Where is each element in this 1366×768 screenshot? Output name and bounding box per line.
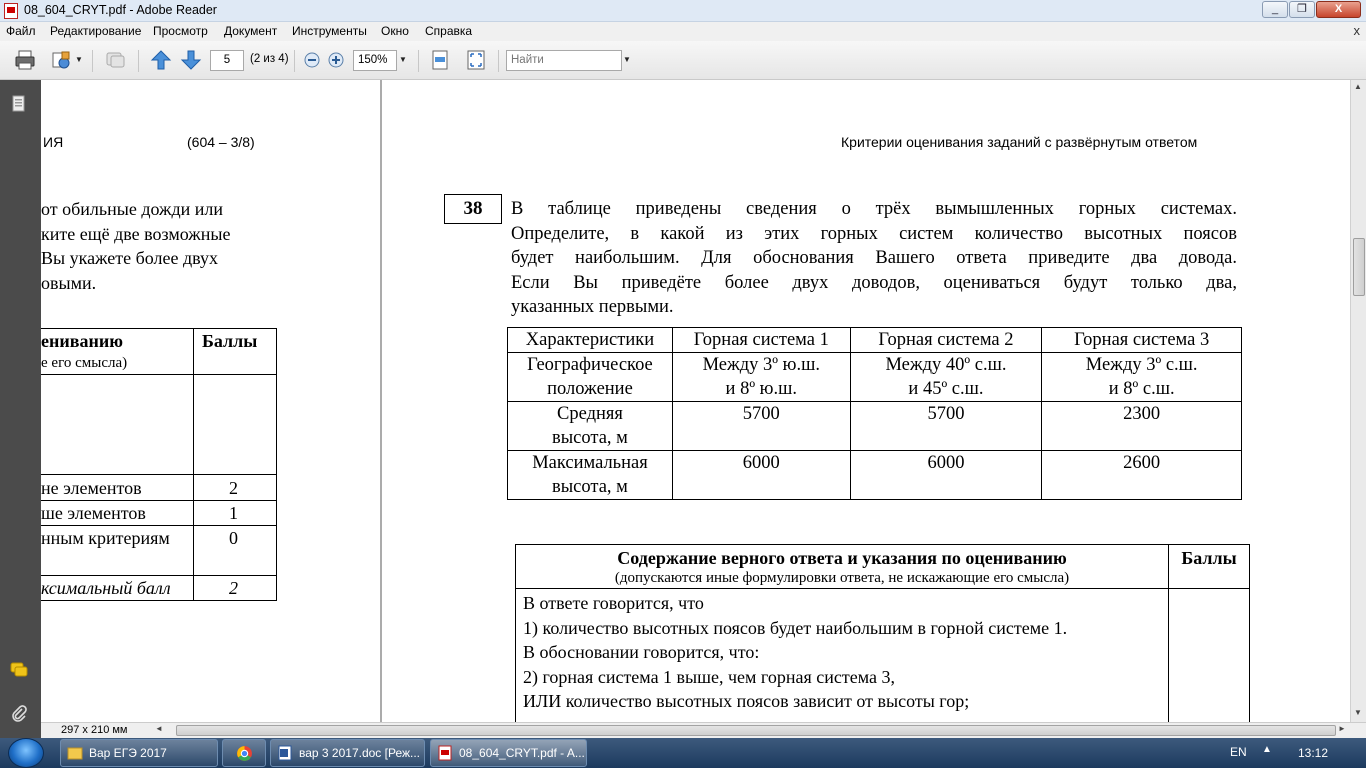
- table-cell: 5700: [850, 402, 1042, 451]
- language-indicator[interactable]: EN: [1230, 745, 1247, 759]
- text-line: овыми.: [41, 273, 97, 293]
- search-dropdown-icon[interactable]: ▼: [623, 55, 631, 64]
- table-cell: Между 3º ю.ш. и 8º ю.ш.: [672, 353, 850, 402]
- toolbar-separator: [498, 50, 499, 72]
- comment-disabled-icon: [104, 49, 126, 71]
- scroll-up-arrow-icon[interactable]: ▲: [1354, 82, 1362, 91]
- print-icon[interactable]: [14, 49, 36, 71]
- folder-icon: [67, 745, 83, 761]
- answer-points-cell: [1169, 589, 1250, 723]
- toolbar-separator: [418, 50, 419, 72]
- points-header-cell: Баллы: [1169, 545, 1250, 589]
- toolbar-separator: [92, 50, 93, 72]
- pdf-app-icon: [4, 3, 18, 19]
- zoom-dropdown-icon[interactable]: ▼: [399, 55, 407, 64]
- taskbar-folder-button[interactable]: Вар ЕГЭ 2017: [60, 739, 218, 767]
- toolbar-separator: [138, 50, 139, 72]
- comments-icon[interactable]: [9, 660, 29, 680]
- criteria-table-points-column: [193, 328, 277, 601]
- answer-line: В ответе говорится, что: [523, 593, 704, 613]
- share-dropdown-icon[interactable]: ▼: [75, 55, 83, 64]
- criteria-row-points: 2: [229, 478, 238, 498]
- page-size-label: 297 x 210 мм: [61, 724, 128, 736]
- word-document-icon: [277, 745, 293, 761]
- taskbar-word-button[interactable]: вар 3 2017.doc [Реж...: [270, 739, 425, 767]
- scroll-right-arrow-icon[interactable]: ►: [1338, 724, 1346, 733]
- window-title: 08_604_CRYT.pdf - Adobe Reader: [24, 3, 217, 17]
- table-row: [516, 589, 1250, 723]
- table-header-cell: Горная система 3: [1042, 328, 1242, 353]
- toolbar-separator: [294, 50, 295, 72]
- navigation-panel: [0, 80, 41, 738]
- page-header-left: ИЯ: [43, 134, 64, 150]
- task-line: В таблице приведены сведения о трёх вымышленных горных системах.: [511, 199, 1237, 219]
- status-bar: [41, 722, 1366, 738]
- table-cell: Между 40º с.ш. и 45º с.ш.: [850, 353, 1042, 402]
- document-close-icon[interactable]: x: [1353, 23, 1360, 38]
- menu-bar: [0, 22, 1366, 41]
- criteria-row-text: не элементов: [41, 478, 142, 498]
- vertical-scrollbar[interactable]: [1350, 80, 1366, 722]
- zoom-level-field[interactable]: 150%: [353, 50, 397, 71]
- answer-criteria-table: [515, 544, 1250, 722]
- zoom-out-icon[interactable]: [301, 49, 323, 71]
- row-label: Средняя высота, м: [508, 402, 673, 451]
- criteria-row-points: 1: [229, 503, 238, 523]
- task-line: Если Вы приведёте более двух доводов, оцениваться будут только два,: [511, 272, 1237, 293]
- text-line: от обильные дожди или: [41, 199, 224, 219]
- table-cell: 6000: [672, 451, 850, 500]
- answer-header-cell: [516, 545, 1169, 589]
- scroll-down-arrow-icon[interactable]: ▼: [1354, 708, 1362, 717]
- taskbar-chrome-button[interactable]: [222, 739, 266, 767]
- menu-edit[interactable]: Редактирование: [50, 24, 142, 38]
- text-line: Вы укажете более двух: [41, 248, 219, 268]
- zoom-in-icon[interactable]: [325, 49, 347, 71]
- attachments-icon[interactable]: [9, 704, 29, 724]
- menu-view[interactable]: Просмотр: [153, 24, 208, 38]
- criteria-row-text: ше элементов: [41, 503, 146, 523]
- mountain-systems-table: [507, 327, 1242, 500]
- toolbar: [0, 41, 1366, 80]
- vertical-scroll-thumb[interactable]: [1353, 238, 1365, 296]
- table-header-cell: Горная система 2: [850, 328, 1042, 353]
- page-header-code: (604 – 3/8): [187, 134, 255, 150]
- close-button[interactable]: X: [1316, 1, 1361, 18]
- table-divider: [41, 525, 277, 526]
- max-score-value: 2: [229, 578, 238, 598]
- table-row: [508, 353, 1242, 402]
- criteria-row-text: нным критериям: [41, 528, 170, 548]
- table-header-row: [508, 328, 1242, 353]
- fit-width-icon[interactable]: [429, 49, 451, 71]
- menu-file[interactable]: Файл: [6, 24, 36, 38]
- menu-tools[interactable]: Инструменты: [292, 24, 367, 38]
- answer-line: 2) горная система 1 выше, чем горная система 3,: [523, 666, 895, 687]
- pdf-page-right: [382, 80, 1350, 722]
- fit-page-icon[interactable]: [465, 49, 487, 71]
- page-number-input[interactable]: 5: [210, 50, 244, 71]
- next-page-icon[interactable]: [180, 49, 202, 71]
- criteria-header: ениванию: [41, 331, 123, 351]
- page-header-title: Критерии оценивания заданий с развёрнутым ответом: [841, 134, 1198, 150]
- table-header-cell: Горная система 1: [672, 328, 850, 353]
- table-divider: [41, 500, 277, 501]
- task-line: Определите, в какой из этих горных систем количество высотных поясов: [511, 223, 1237, 244]
- task-statement: [511, 197, 1237, 320]
- document-view[interactable]: [41, 80, 1350, 722]
- table-header-cell: Характеристики: [508, 328, 673, 353]
- answer-line: ИЛИ количество высотных поясов зависит от высоты гор;: [523, 691, 970, 711]
- show-hidden-icons-icon[interactable]: ▲: [1262, 744, 1272, 755]
- menu-help[interactable]: Справка: [425, 24, 473, 38]
- task-line: будет наибольшим. Для обоснования Вашего ответа приведите два довода.: [511, 248, 1237, 268]
- table-divider: [41, 474, 277, 475]
- table-cell: 6000: [850, 451, 1042, 500]
- chrome-icon: [236, 745, 253, 762]
- criteria-subheader: е его смысла): [41, 355, 128, 371]
- answer-header-title: Содержание верного ответа и указания по оцениванию: [617, 548, 1067, 568]
- clock[interactable]: 13:12: [1298, 746, 1329, 760]
- max-score-label: ксимальный балл: [41, 578, 171, 598]
- table-divider: [41, 374, 277, 375]
- table-cell: Между 3º с.ш. и 8º с.ш.: [1042, 353, 1242, 402]
- page-thumbnails-icon[interactable]: [9, 94, 29, 114]
- answer-content-cell: [516, 589, 1169, 723]
- menu-window[interactable]: Окно: [381, 24, 409, 38]
- table-row: [508, 451, 1242, 500]
- task-line: указанных первыми.: [511, 297, 674, 317]
- minimize-button[interactable]: _: [1262, 1, 1288, 18]
- answer-header-subtitle: (допускаются иные формулировки ответа, не искажающие его смысла): [614, 570, 1070, 586]
- table-header-row: [516, 545, 1250, 589]
- scroll-left-arrow-icon[interactable]: ◄: [155, 724, 163, 733]
- row-label: Географическое положение: [508, 353, 673, 402]
- previous-page-icon[interactable]: [150, 49, 172, 71]
- pdf-document-icon: [437, 745, 453, 761]
- points-header: Баллы: [202, 331, 258, 351]
- search-input[interactable]: Найти: [506, 50, 622, 71]
- restore-button[interactable]: ❐: [1289, 1, 1315, 18]
- pdf-page-left: [41, 80, 380, 722]
- table-divider: [41, 575, 277, 576]
- page-count-label: (2 из 4): [250, 53, 289, 65]
- criteria-row-points: 0: [229, 528, 238, 548]
- row-label: Максимальная высота, м: [508, 451, 673, 500]
- title-bar: [0, 0, 1366, 22]
- answer-line: В обосновании говорится, что:: [523, 642, 760, 662]
- table-cell: 2300: [1042, 402, 1242, 451]
- task-number-box: 38: [444, 194, 502, 224]
- table-row: [508, 402, 1242, 451]
- table-cell: 2600: [1042, 451, 1242, 500]
- share-icon[interactable]: [50, 49, 72, 71]
- answer-line: 1) количество высотных поясов будет наибольшим в горной системе 1.: [523, 617, 1068, 638]
- menu-document[interactable]: Документ: [224, 24, 278, 38]
- horizontal-scroll-thumb[interactable]: [176, 725, 1336, 736]
- taskbar: [0, 738, 1366, 768]
- taskbar-adobe-reader-button[interactable]: 08_604_CRYT.pdf - A...: [430, 739, 587, 767]
- table-cell: 5700: [672, 402, 850, 451]
- start-button[interactable]: [8, 738, 44, 768]
- text-line: ките ещё две возможные: [41, 224, 231, 244]
